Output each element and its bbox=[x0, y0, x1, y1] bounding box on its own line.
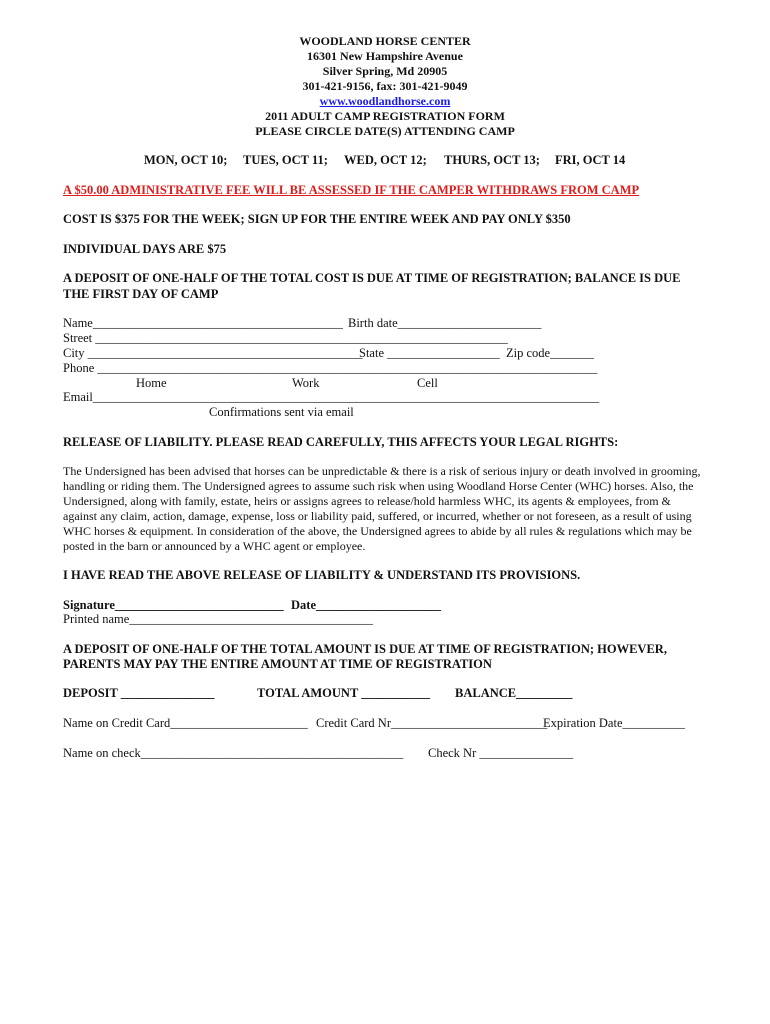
state-field[interactable]: State __________________ bbox=[359, 346, 500, 360]
printed-name-field[interactable]: Printed name_______________________________________ bbox=[63, 612, 374, 626]
release-body: The Undersigned has been advised that horses can be unpredictable & there is a risk of serious injury or death involved in grooming, handling or riding them. The Undersigned agrees to assume such risk when using Woodland Horse Center (WHC) horses. Also, the Undersigned, along with family, estate, heirs or assigns agrees to release/hold harmless WHC, its agents & employees, from & against any claim, action, damage, expense, loss or liability paid, suffered, or incurred, whether or not foreseen, as a result of using WHC horses & equipment. In consideration of the above, the Undersigned agrees to abide by all rules & regulations which may be posted in the barn or announced by a WHC agent or employee. bbox=[63, 464, 701, 553]
org-city: Silver Spring, Md 20905 bbox=[322, 64, 448, 78]
balance-field[interactable]: BALANCE_________ bbox=[455, 686, 573, 700]
check-number-field[interactable]: Check Nr _______________ bbox=[428, 746, 574, 760]
email-field[interactable]: Email_________________________________________________________________________________ bbox=[63, 390, 600, 404]
credit-card-name-field[interactable]: Name on Credit Card______________________ bbox=[63, 716, 308, 730]
city-field[interactable]: City ____________________________________________ bbox=[63, 346, 363, 360]
phone-home-label: Home bbox=[136, 376, 167, 390]
withdraw-fee-notice: A $50.00 ADMINISTRATIVE FEE WILL BE ASSESSED IF THE CAMPER WITHDRAWS FROM CAMP bbox=[63, 183, 640, 197]
website-link-text[interactable]: www.woodlandhorse.com bbox=[319, 94, 451, 108]
birth-date-field[interactable]: Birth date_______________________ bbox=[348, 316, 542, 330]
phone-cell-label: Cell bbox=[417, 376, 438, 390]
payment-note-line1: A DEPOSIT OF ONE-HALF OF THE TOTAL AMOUNT IS DUE AT TIME OF REGISTRATION; HOWEVER, bbox=[63, 642, 667, 656]
cost-notice: COST IS $375 FOR THE WEEK; SIGN UP FOR THE ENTIRE WEEK AND PAY ONLY $350 bbox=[63, 212, 571, 226]
signature-date-field[interactable]: Date____________________ bbox=[291, 598, 441, 612]
name-field[interactable]: Name________________________________________ bbox=[63, 316, 343, 330]
deposit-notice-line1: A DEPOSIT OF ONE-HALF OF THE TOTAL COST IS DUE AT TIME OF REGISTRATION; BALANCE IS DUE bbox=[63, 271, 681, 285]
form-title: 2011 ADULT CAMP REGISTRATION FORM bbox=[265, 109, 505, 123]
website-link[interactable] bbox=[0, 94, 770, 109]
signature-field[interactable]: Signature___________________________ bbox=[63, 598, 284, 612]
total-amount-field[interactable]: TOTAL AMOUNT ___________ bbox=[257, 686, 430, 700]
org-name: WOODLAND HORSE CENTER bbox=[299, 34, 471, 48]
release-heading: RELEASE OF LIABILITY. PLEASE READ CAREFULLY, THIS AFFECTS YOUR LEGAL RIGHTS: bbox=[63, 435, 619, 449]
date-fri[interactable]: FRI, OCT 14 bbox=[555, 153, 626, 167]
zip-code-field[interactable]: Zip code_______ bbox=[506, 346, 594, 360]
date-thu[interactable]: THURS, OCT 13; bbox=[444, 153, 540, 167]
date-wed[interactable]: WED, OCT 12; bbox=[344, 153, 427, 167]
phone-work-label: Work bbox=[292, 376, 320, 390]
check-name-field[interactable]: Name on check__________________________________________ bbox=[63, 746, 404, 760]
circle-dates-instruction: PLEASE CIRCLE DATE(S) ATTENDING CAMP bbox=[255, 124, 515, 138]
expiration-date-field[interactable]: Expiration Date__________ bbox=[543, 716, 685, 730]
date-tue[interactable]: TUES, OCT 11; bbox=[243, 153, 328, 167]
email-confirmation-note: Confirmations sent via email bbox=[209, 405, 354, 419]
org-address: 16301 New Hampshire Avenue bbox=[307, 49, 463, 63]
release-acknowledgement: I HAVE READ THE ABOVE RELEASE OF LIABILITY & UNDERSTAND ITS PROVISIONS. bbox=[63, 568, 581, 582]
date-mon[interactable]: MON, OCT 10; bbox=[144, 153, 228, 167]
payment-note-line2: PARENTS MAY PAY THE ENTIRE AMOUNT AT TIME OF REGISTRATION bbox=[63, 657, 492, 671]
deposit-notice-line2: THE FIRST DAY OF CAMP bbox=[63, 287, 219, 301]
credit-card-number-field[interactable]: Credit Card Nr_________________________ bbox=[316, 716, 548, 730]
street-field[interactable]: Street __________________________________________________________________ bbox=[63, 331, 508, 345]
phone-field[interactable]: Phone ________________________________________________________________________________ bbox=[63, 361, 598, 375]
deposit-field[interactable]: DEPOSIT _______________ bbox=[63, 686, 215, 700]
individual-days-notice: INDIVIDUAL DAYS ARE $75 bbox=[63, 242, 227, 256]
org-phone-fax: 301-421-9156, fax: 301-421-9049 bbox=[302, 79, 468, 93]
